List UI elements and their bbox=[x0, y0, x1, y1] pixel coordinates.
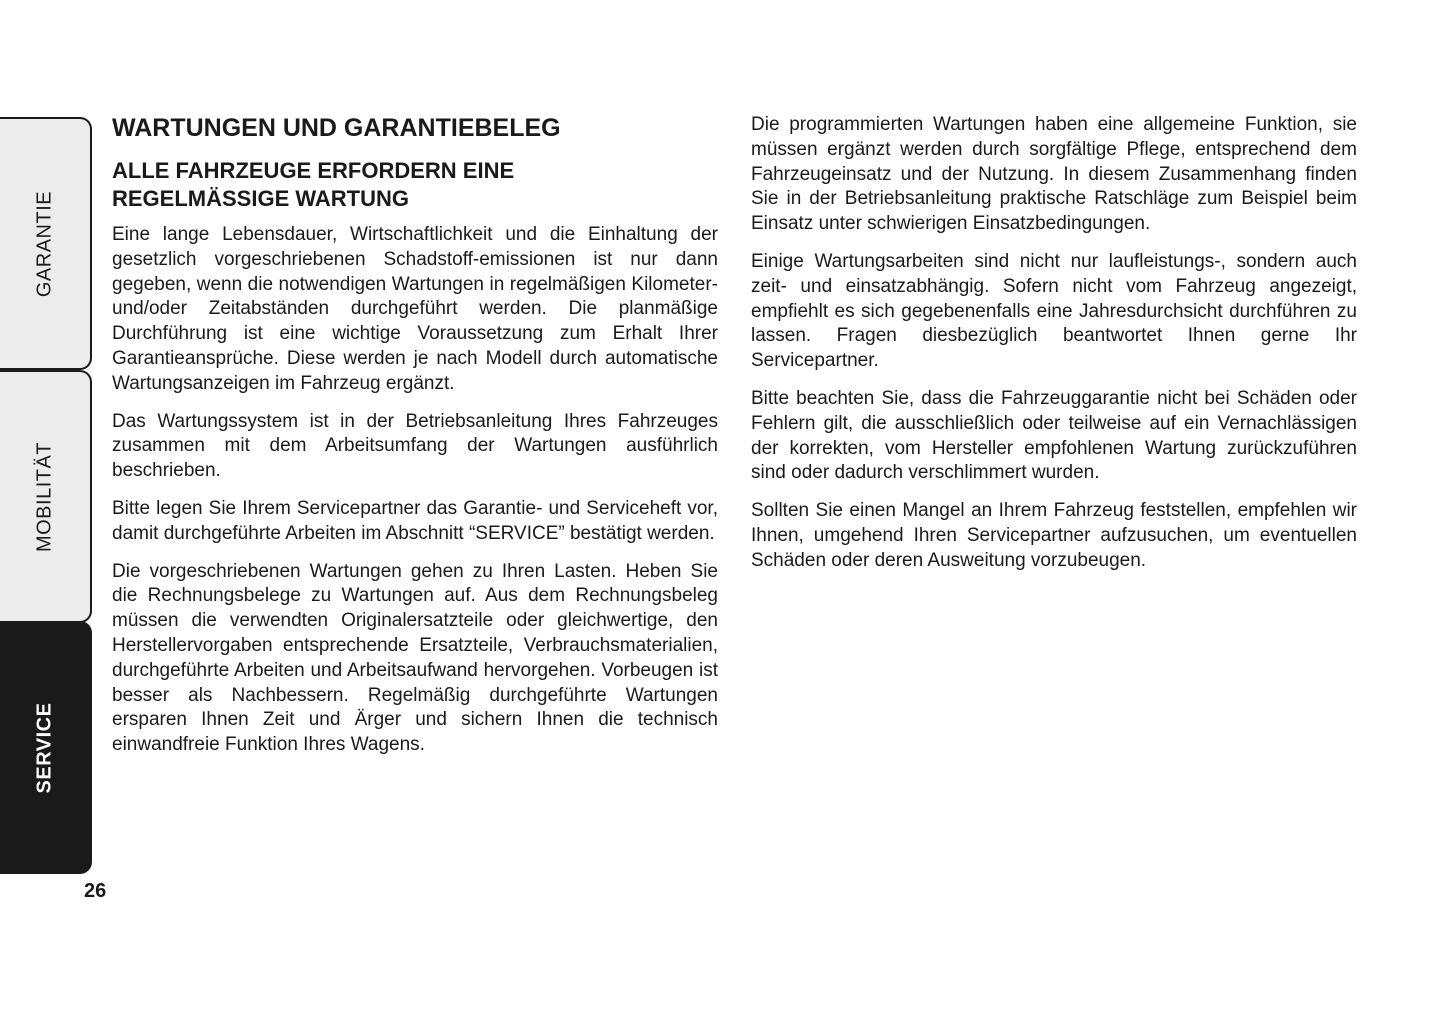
tab-garantie-label: GARANTIE bbox=[33, 190, 56, 297]
paragraph: Einige Wartungsarbeiten sind nicht nur laufleistungs-, sondern auch zeit- und einsatzabhängig. Sofern nicht vom Fahrzeug angezeigt, empfiehlt es sich gegebenenfalls eine Jahresdurchsicht durchführen zu lassen. Fragen diesbezüglich beantwortet Ihnen gerne Ihr Servicepartner. bbox=[751, 250, 1357, 372]
paragraph: Bitte beachten Sie, dass die Fahrzeuggarantie nicht bei Schäden oder Fehlern gilt, die ausschließlich oder teilweise auf ein Vernachlässigen der korrekten, vom Hersteller empfohlenen Wartung zurückzuführen sind oder dadurch verschlimmert wurden. bbox=[751, 387, 1357, 484]
right-column bbox=[751, 113, 1357, 587]
section-subheading bbox=[112, 157, 718, 213]
subheading-line-1: ALLE FAHRZEUGE ERFORDERN EINE bbox=[112, 158, 515, 183]
tab-service-label: SERVICE bbox=[33, 702, 56, 793]
paragraph: Sollten Sie einen Mangel an Ihrem Fahrzeug feststellen, empfehlen wir Ihnen, umgehend Ihren Servicepartner aufzusuchen, um eventuellen Schäden oder deren Ausweitung vorzubeugen. bbox=[751, 500, 1357, 571]
paragraph: Das Wartungssystem ist in der Betriebsanleitung Ihres Fahrzeuges zusammen mit dem Arbeitsumfang der Wartungen ausführlich beschrieben. bbox=[112, 410, 718, 482]
tab-mobilitaet-label: MOBILITÄT bbox=[33, 441, 56, 552]
paragraph: Die programmierten Wartungen haben eine allgemeine Funktion, sie müssen ergänzt werden durch sorgfältige Pflege, entsprechend dem Fahrzeugeinsatz und der Nutzung. In diesem Zusammenhang finden Sie in der Betriebsanleitung praktische Ratschläge zum Beispiel beim Einsatz unter schwierigen Einsatzbedingungen. bbox=[751, 114, 1357, 235]
subheading-line-2: REGELMÄSSIGE WARTUNG bbox=[112, 186, 410, 211]
section-heading: WARTUNGEN UND GARANTIEBELEG bbox=[112, 114, 561, 142]
paragraph: Bitte legen Sie Ihrem Servicepartner das Garantie- und Serviceheft vor, damit durchgeführte Arbeiten im Abschnitt “SERVICE” bestätigt werden. bbox=[112, 497, 718, 544]
page-number: 26 bbox=[84, 880, 107, 902]
tab-mobilitaet[interactable] bbox=[0, 370, 92, 623]
paragraph: Die vorgeschriebenen Wartungen gehen zu Ihren Lasten. Heben Sie die Rechnungsbelege zu Wartungen auf. Aus dem Rechnungsbeleg müssen die verwendten Originalersatzteile oder gleichwertige, den Herstellervorgaben entsprechende Ersatzteile, Verbrauchsmaterialien, durchgeführte Arbeiten und Arbeitsaufwand hervorgehen. Vorbeugen ist besser als Nachbessern. Regelmäßig durchgeführte Wartungen ersparen Ihnen Zeit und Ärger und sichern Ihnen die technisch einwandfreie Funktion Ihres Wagens. bbox=[112, 560, 718, 756]
paragraph: Eine lange Lebensdauer, Wirtschaftlichkeit und die Einhaltung der gesetzlich vorgeschriebenen Schadstoff-emissionen ist nur dann gegeben, wenn die notwendigen Wartungen in regelmäßigen Kilometer- und/oder Zeitabständen durchgeführt werden. Die planmäßige Durchführung ist eine wichtige Voraussetzung zum Erhalt Ihrer Garantieansprüche. Diese werden je nach Modell durch automatische Wartungsanzeigen im Fahrzeug ergänzt. bbox=[112, 224, 718, 394]
left-column bbox=[112, 113, 718, 771]
tab-service[interactable] bbox=[0, 621, 92, 874]
tab-garantie[interactable] bbox=[0, 117, 92, 370]
